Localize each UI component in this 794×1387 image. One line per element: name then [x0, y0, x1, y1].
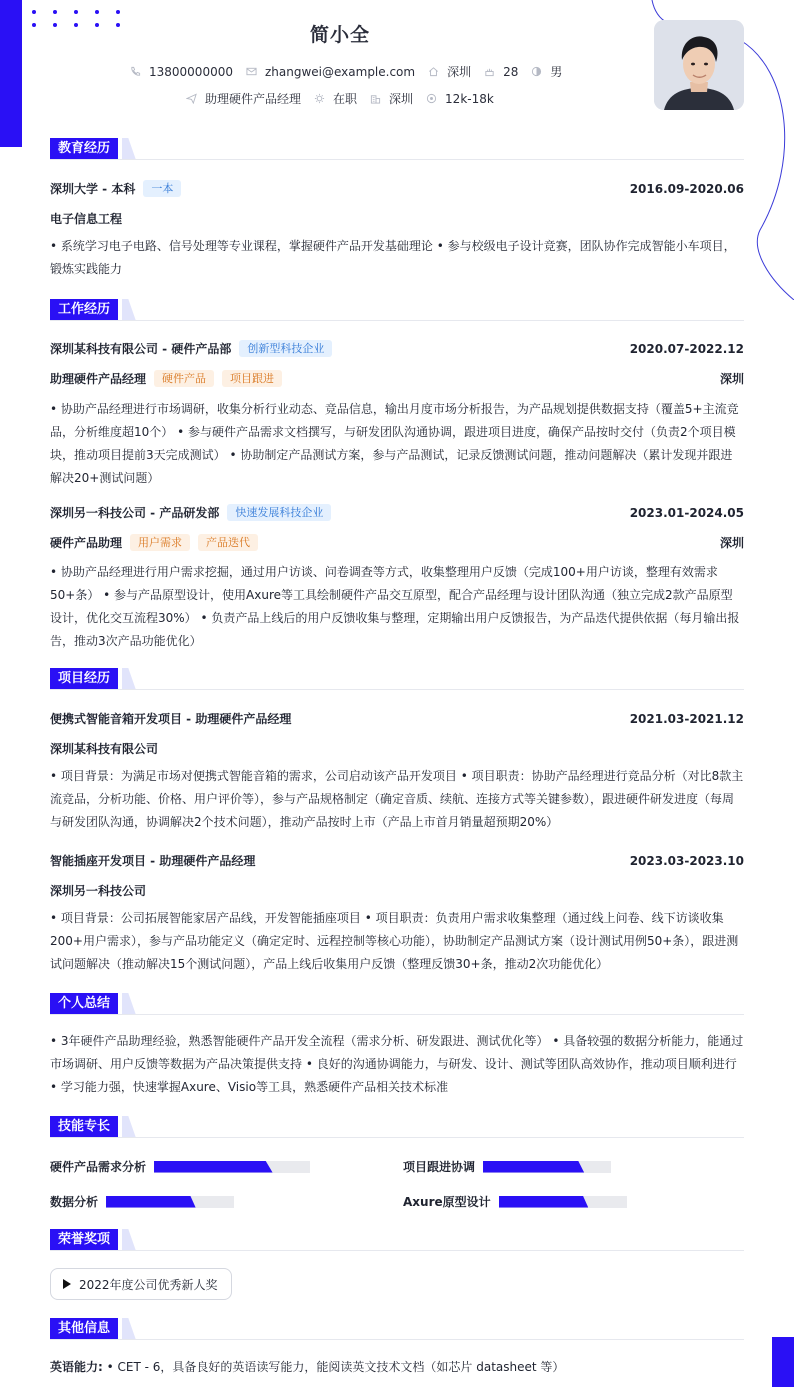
avatar	[654, 20, 744, 110]
contact-city: 深圳	[428, 63, 471, 80]
skill-item	[403, 1193, 627, 1210]
language-ability	[50, 1358, 744, 1375]
summary-text: • 3年硬件产品助理经验，熟悉智能硬件产品开发全流程（需求分析、研发跟进、测试优化等） • 具备较强的数据分析能力，能通过市场调研、用户反馈等数据为产品决策提供支持 • 良好的沟通协调能力，与研发、设计、测试等团队高效协作，推动项目顺利进行 • 学习能力强，快速掌握Axure、Visio等工具，熟悉硬件产品相关技术标准	[50, 1034, 744, 1094]
contact-phone: 13800000000	[130, 65, 233, 79]
decorative-dots	[32, 10, 142, 38]
section-title: 教育经历	[50, 138, 118, 160]
play-triangle-icon	[63, 1279, 71, 1289]
section-title: 项目经历	[50, 668, 118, 690]
send-icon	[186, 93, 197, 104]
education-date: 2016.09-2020.06	[629, 181, 744, 196]
phone-icon	[130, 66, 141, 77]
work-company: 深圳另一科技公司 - 产品研发部	[50, 506, 220, 520]
section-skills	[50, 1116, 744, 1138]
project-title: 智能插座开发项目 - 助理硬件产品经理	[50, 854, 256, 868]
section-title: 技能专长	[50, 1116, 118, 1138]
work-2-desc: • 协助产品经理进行用户需求挖掘，通过用户访谈、问卷调查等方式，收集整理用户反馈（完成100+用户访谈，整理有效需求50+条） • 参与产品原型设计，使用Axure等工具绘制硬件产品交互原型，配合产品经理与设计团队沟通（独立完成2款产品原型设计，优化交互流程30%） • 负责产品上线后的用户反馈收集与整理，定期输出用户反馈报告，为产品迭代提供依据（每月输出报告，推动3次产品功能优化）	[50, 565, 740, 648]
project-company: 深圳某科技有限公司	[50, 742, 159, 756]
section-title: 工作经历	[50, 299, 118, 321]
work-2-role-row	[50, 534, 744, 551]
project-date: 2023.03-2023.10	[629, 853, 744, 868]
section-work	[50, 299, 744, 321]
skill-bar	[154, 1161, 310, 1173]
work-date: 2023.01-2024.05	[629, 505, 744, 520]
mail-icon	[246, 66, 257, 77]
intent-status: 在职	[314, 90, 357, 107]
skill-item	[50, 1158, 310, 1175]
intent-position: 助理硬件产品经理	[186, 90, 301, 107]
work-city: 深圳	[719, 372, 744, 386]
role-tag: 项目跟进	[222, 370, 282, 387]
work-company: 深圳某科技有限公司 - 硬件产品部	[50, 342, 232, 356]
skill-name: 项目跟进协调	[403, 1160, 476, 1174]
section-honors	[50, 1229, 744, 1251]
section-title: 荣誉奖项	[50, 1229, 118, 1251]
home-icon	[428, 66, 439, 77]
project-1-desc: • 项目背景：为满足市场对便携式智能音箱的需求，公司启动该产品开发项目 • 项目职责：协助产品经理进行竞品分析（对比8款主流竞品，分析功能、价格、用户评价等），参与产品规格制定（确定音质、续航、连接方式等关键参数），跟进硬件研发进度（每周与研发团队沟通，协调解决2个技术问题），推动产品按时上市（产品上市首月销量超预期20%）	[50, 769, 744, 829]
role-tag: 硬件产品	[154, 370, 214, 387]
project-2-desc: • 项目背景：公司拓展智能家居产品线，开发智能插座项目 • 项目职责：负责用户需求收集整理（通过线上问卷、线下访谈收集200+用户需求），参与产品功能定义（确定定时、远程控制等核心功能），协助制定产品测试方案（设计测试用例50+条），跟进测试问题解决（推动解决15个测试问题），产品上线后收集用户反馈（整理反馈30+条，推动2次功能优化）	[50, 911, 739, 971]
skill-name: 数据分析	[50, 1195, 99, 1209]
work-1-role-row	[50, 370, 744, 387]
project-2-header	[50, 852, 744, 869]
work-date: 2020.07-2022.12	[629, 341, 744, 356]
work-1-header	[50, 340, 744, 357]
project-title: 便携式智能音箱开发项目 - 助理硬件产品经理	[50, 712, 292, 726]
education-desc: • 系统学习电子电路、信号处理等专业课程，掌握硬件产品开发基础理论 • 参与校级电子设计竞赛，团队协作完成智能小车项目，锻炼实践能力	[50, 239, 736, 276]
accent-bar-right	[772, 1337, 794, 1387]
project-1-header	[50, 710, 744, 727]
project-2-company-row	[50, 882, 744, 899]
project-1-company-row	[50, 740, 744, 757]
education-header	[50, 180, 744, 197]
city-icon	[370, 93, 381, 104]
award-label: 2022年度公司优秀新人奖	[79, 1277, 218, 1292]
company-badge: 快速发展科技企业	[227, 504, 331, 521]
job-intent-row	[186, 90, 506, 107]
contact-age: 28	[484, 65, 518, 79]
work-role: 助理硬件产品经理	[50, 372, 147, 386]
school-badge: 一本	[143, 180, 181, 197]
project-date: 2021.03-2021.12	[629, 711, 744, 726]
salary-icon	[426, 93, 437, 104]
language-text: • CET - 6，具备良好的英语读写能力，能阅读英文技术文档（如芯片 datasheet 等）	[102, 1360, 565, 1374]
skill-bar-fill	[499, 1196, 589, 1208]
candidate-name: 简小全	[309, 24, 370, 46]
award-item[interactable]	[50, 1268, 232, 1300]
skill-bar	[106, 1196, 234, 1208]
age-icon	[484, 66, 495, 77]
intent-city: 深圳	[370, 90, 413, 107]
work-1-desc: • 协助产品经理进行市场调研，收集分析行业动态、竞品信息，输出月度市场分析报告，为产品规划提供数据支持（覆盖5+主流竞品，分析维度超10个） • 参与硬件产品需求文档撰写，与研发团队沟通协调，跟进项目进度，确保产品按时交付（负责2个项目模块，推动项目提前3天完成测试） • 协助制定产品测试方案，参与产品测试，记录反馈测试问题，推动问题解决（累计发现并跟进解决20+测试问题）	[50, 402, 739, 485]
contact-row	[130, 63, 570, 80]
company-badge: 创新型科技企业	[239, 340, 332, 357]
skill-bar	[499, 1196, 627, 1208]
skill-bar-fill	[106, 1196, 196, 1208]
intent-salary: 12k-18k	[426, 92, 494, 106]
project-company: 深圳另一科技公司	[50, 884, 147, 898]
education-major-row	[50, 210, 744, 227]
skill-bar-fill	[483, 1161, 584, 1173]
gender-icon	[531, 66, 542, 77]
school-name: 深圳大学 - 本科	[50, 182, 136, 196]
section-education	[50, 138, 744, 160]
work-city: 深圳	[719, 536, 744, 550]
contact-gender: 男	[531, 63, 562, 80]
skill-bar-fill	[154, 1161, 273, 1173]
skill-item	[403, 1158, 611, 1175]
section-title: 其他信息	[50, 1318, 118, 1340]
work-role: 硬件产品助理	[50, 536, 123, 550]
section-projects	[50, 668, 744, 690]
section-summary	[50, 993, 744, 1015]
profile-photo	[654, 20, 744, 110]
contact-email: zhangwei@example.com	[246, 65, 415, 79]
skill-name: 硬件产品需求分析	[50, 1160, 147, 1174]
skill-bar	[483, 1161, 611, 1173]
section-title: 个人总结	[50, 993, 118, 1015]
accent-bar-left	[0, 0, 22, 147]
role-tag: 用户需求	[130, 534, 190, 551]
skill-item	[50, 1193, 234, 1210]
work-2-header	[50, 504, 744, 521]
status-icon	[314, 93, 325, 104]
role-tag: 产品迭代	[198, 534, 258, 551]
skill-name: Axure原型设计	[403, 1195, 491, 1209]
section-other	[50, 1318, 744, 1340]
major: 电子信息工程	[50, 212, 123, 226]
language-label: 英语能力:	[50, 1360, 103, 1374]
